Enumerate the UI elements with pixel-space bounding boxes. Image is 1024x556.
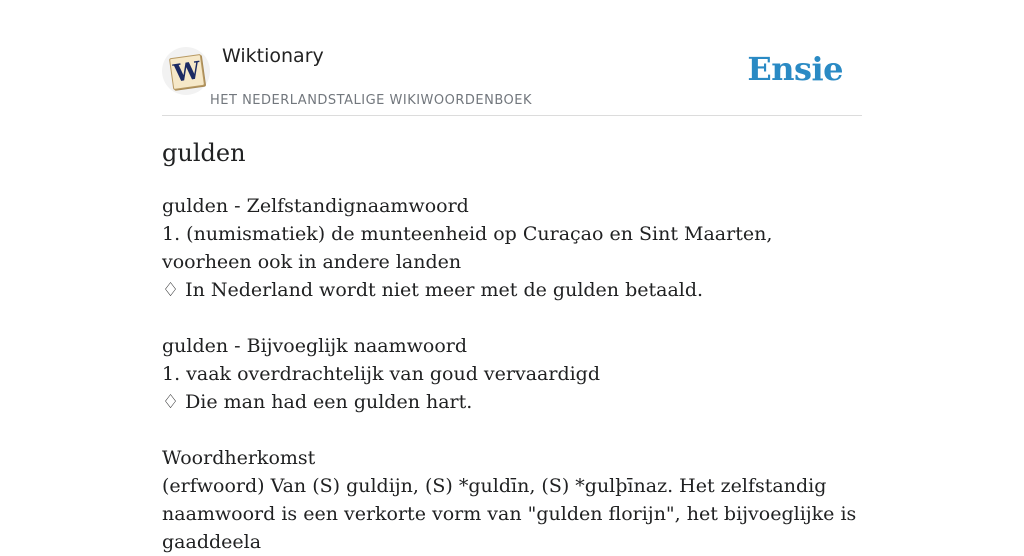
- entry-heading: gulden - Bijvoeglijk naamwoord: [162, 335, 468, 357]
- entry-adjective: [162, 332, 862, 416]
- wiktionary-logo-icon: W: [169, 54, 205, 90]
- site-header: [162, 0, 862, 116]
- entry-example: ♢ In Nederland wordt niet meer met de gulden betaald.: [162, 279, 704, 301]
- site-name[interactable]: Wiktionary: [222, 45, 324, 67]
- etymology-section: [162, 444, 862, 556]
- etymology-heading: Woordherkomst: [162, 447, 316, 469]
- etymology-text: (erfwoord) Van (S) guldijn, (S) *guldīn, (S) *gulþīnaz. Het zelfstandig naamwoord is een verkorte vorm van "gulden florijn", het bijvoeglijke is gaaddeela: [162, 475, 857, 553]
- ensie-brand-logo[interactable]: Ensie: [747, 50, 843, 88]
- definition-content: [162, 192, 862, 556]
- entry-definition: 1. vaak overdrachtelijk van goud vervaardigd: [162, 363, 601, 385]
- entry-noun: [162, 192, 862, 304]
- section-spacer: [162, 304, 862, 332]
- entry-example: ♢ Die man had een gulden hart.: [162, 391, 473, 413]
- wiktionary-logo[interactable]: [162, 47, 210, 95]
- entry-heading: gulden - Zelfstandignaamwoord: [162, 195, 469, 217]
- entry-definition: 1. (numismatiek) de munteenheid op Curaçao en Sint Maarten, voorheen ook in andere landen: [162, 223, 773, 273]
- page-title: gulden: [162, 139, 246, 167]
- section-spacer: [162, 416, 862, 444]
- site-tagline: HET NEDERLANDSTALIGE WIKIWOORDENBOEK: [210, 93, 533, 108]
